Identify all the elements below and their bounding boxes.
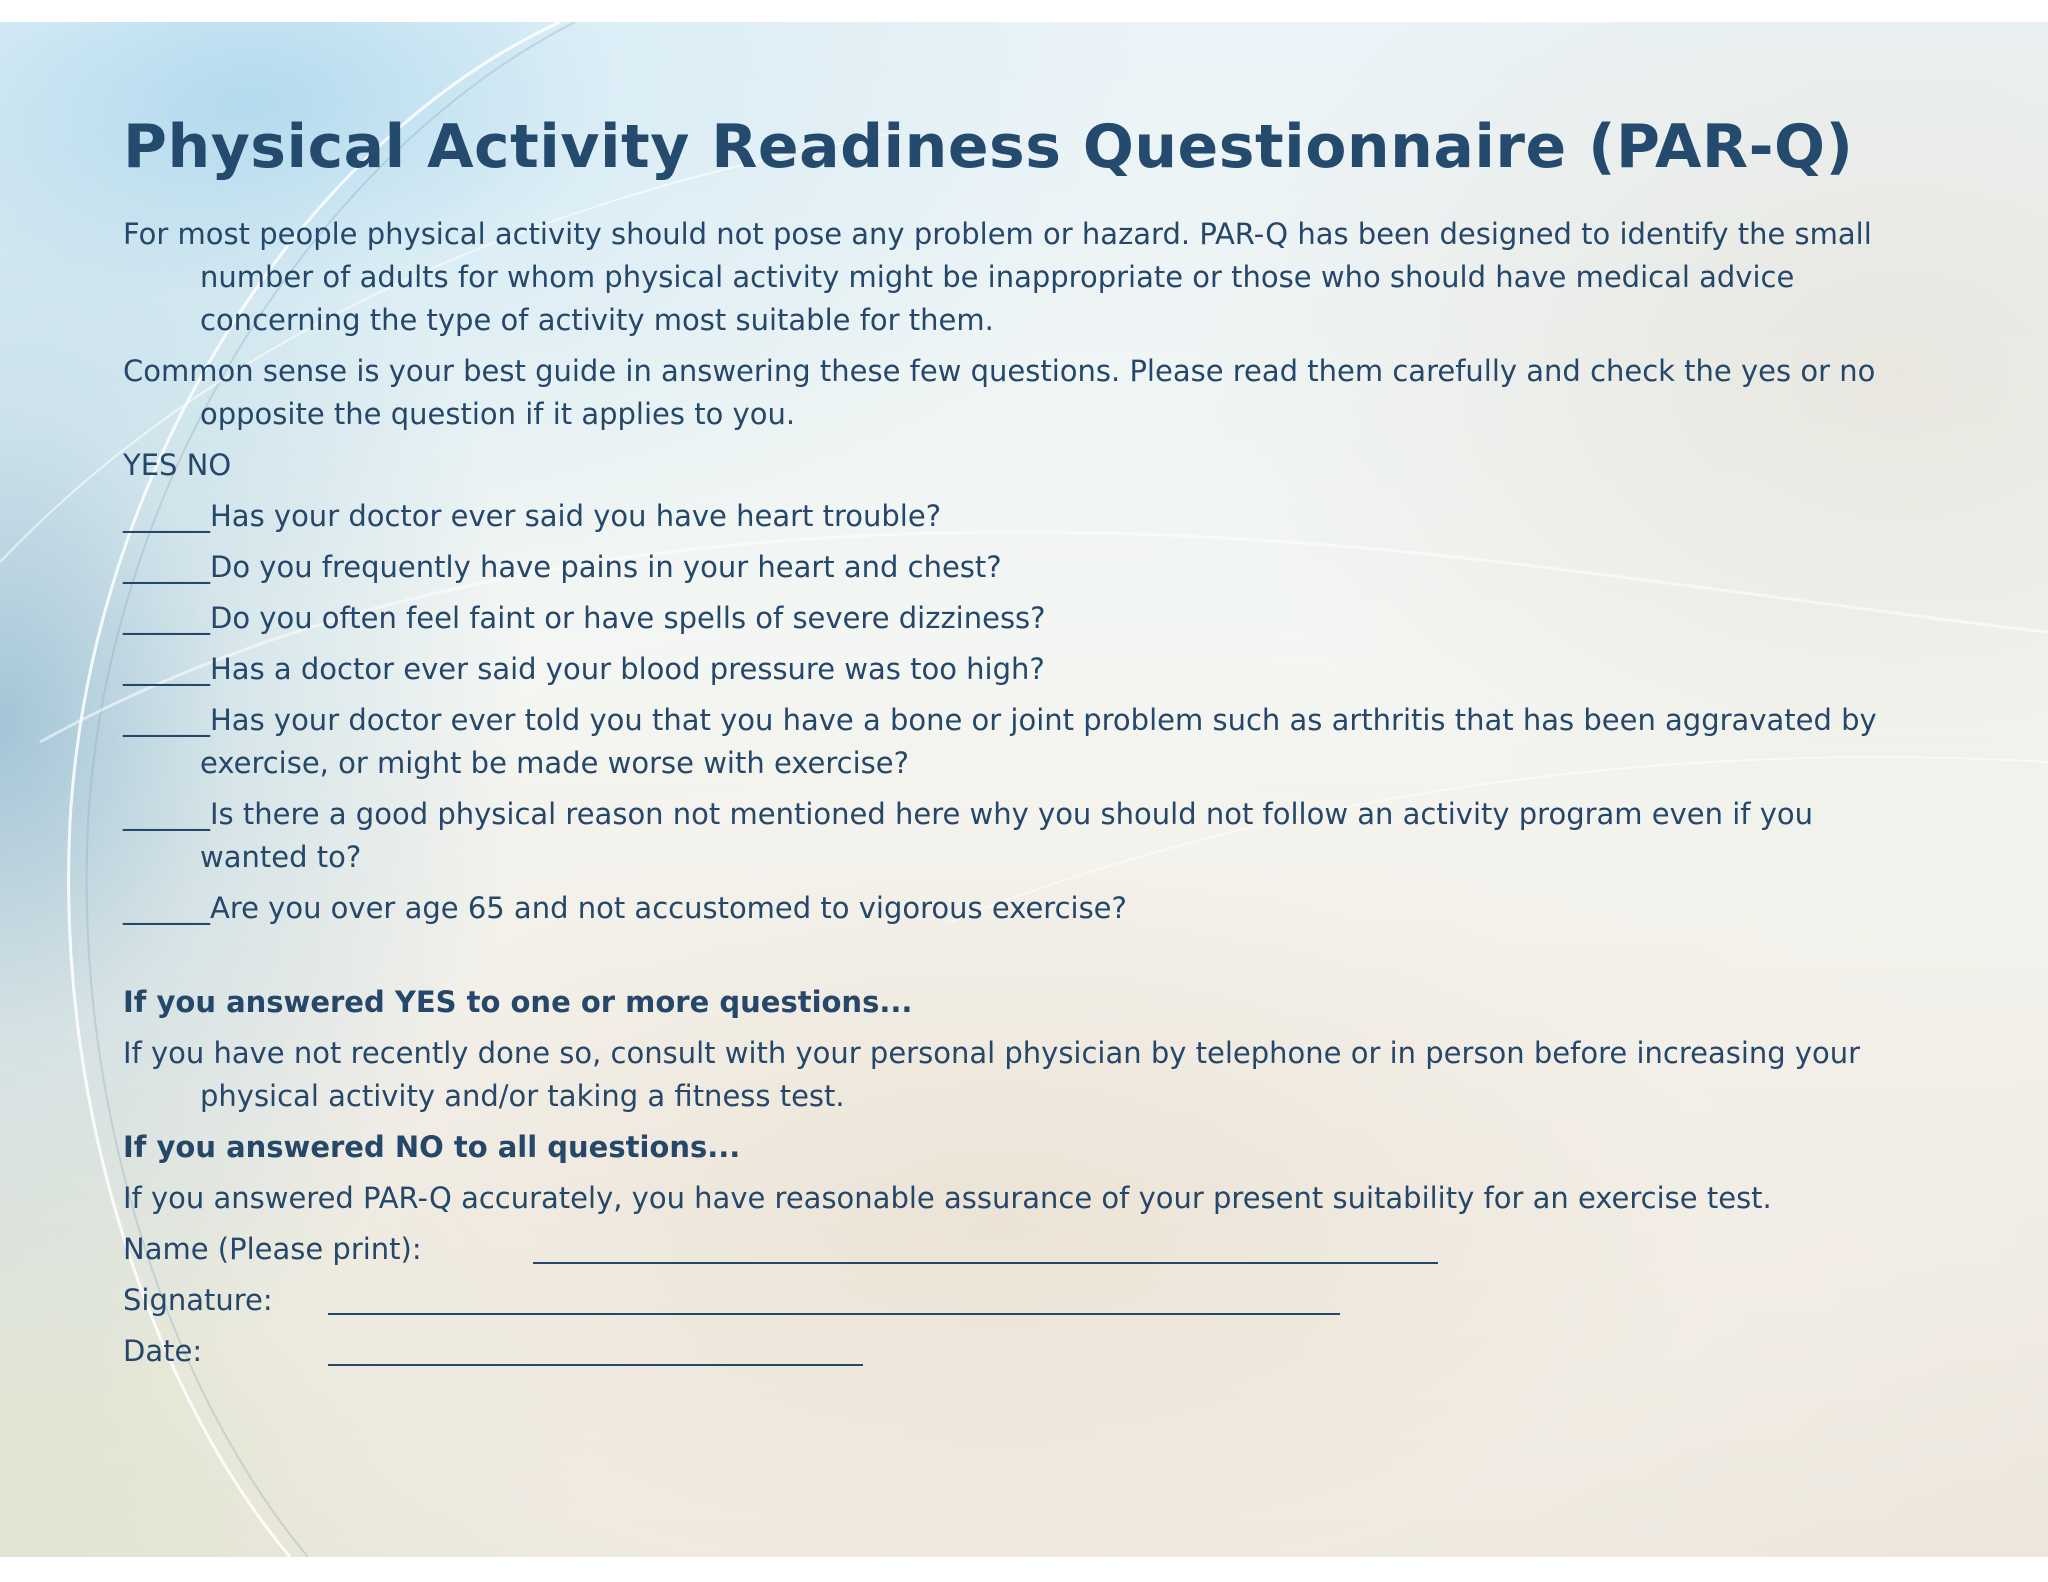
- question-item: ______Is there a good physical reason not mentioned here why you should not follow an activity program even if you wanted to?: [123, 797, 1813, 874]
- signature-field: [123, 1279, 1903, 1322]
- intro-paragraph-2: Common sense is your best guide in answering these few questions. Please read them carefully and check the yes or no opposite the question if it applies to you.: [123, 354, 1876, 431]
- question-item: ______Has your doctor ever said you have heart trouble?: [123, 499, 942, 533]
- name-input-line[interactable]: [533, 1262, 1438, 1264]
- document-content: [123, 107, 1903, 1381]
- yes-no-header: YES NO: [123, 448, 232, 482]
- question-item: ______Do you often feel faint or have spells of severe dizziness?: [123, 601, 1046, 635]
- yes-answer-text: If you have not recently done so, consult with your personal physician by telephone or in person before increasing your physical activity and/or taking a fitness test.: [123, 1036, 1861, 1113]
- question-item: ______Has your doctor ever told you that you have a bone or joint problem such as arthritis that has been aggravated by exercise, or might be made worse with exercise?: [123, 703, 1877, 780]
- date-label: Date:: [123, 1334, 203, 1368]
- name-label: Name (Please print):: [123, 1232, 422, 1266]
- intro-paragraph-1: For most people physical activity should not pose any problem or hazard. PAR-Q has been designed to identify the small number of adults for whom physical activity might be inappropriate or those who should have medical advice concerning the type of activity most suitable for them.: [123, 217, 1872, 337]
- question-item: ______Are you over age 65 and not accustomed to vigorous exercise?: [123, 891, 1127, 925]
- question-item: ______Has a doctor ever said your blood pressure was too high?: [123, 652, 1045, 686]
- name-field: [123, 1228, 1903, 1271]
- spacer: [123, 938, 1903, 981]
- signature-label: Signature:: [123, 1283, 273, 1317]
- no-answer-heading: If you answered NO to all questions...: [123, 1130, 741, 1164]
- signature-input-line[interactable]: [328, 1313, 1340, 1315]
- date-input-line[interactable]: [328, 1364, 863, 1366]
- page-title: Physical Activity Readiness Questionnaire (PAR-Q): [123, 112, 1854, 182]
- yes-answer-heading: If you answered YES to one or more questions...: [123, 985, 913, 1019]
- question-item: ______Do you frequently have pains in your heart and chest?: [123, 550, 1002, 584]
- date-field: [123, 1330, 1903, 1373]
- slide: [0, 22, 2048, 1557]
- no-answer-text: If you answered PAR-Q accurately, you have reasonable assurance of your present suitability for an exercise test.: [123, 1181, 1772, 1215]
